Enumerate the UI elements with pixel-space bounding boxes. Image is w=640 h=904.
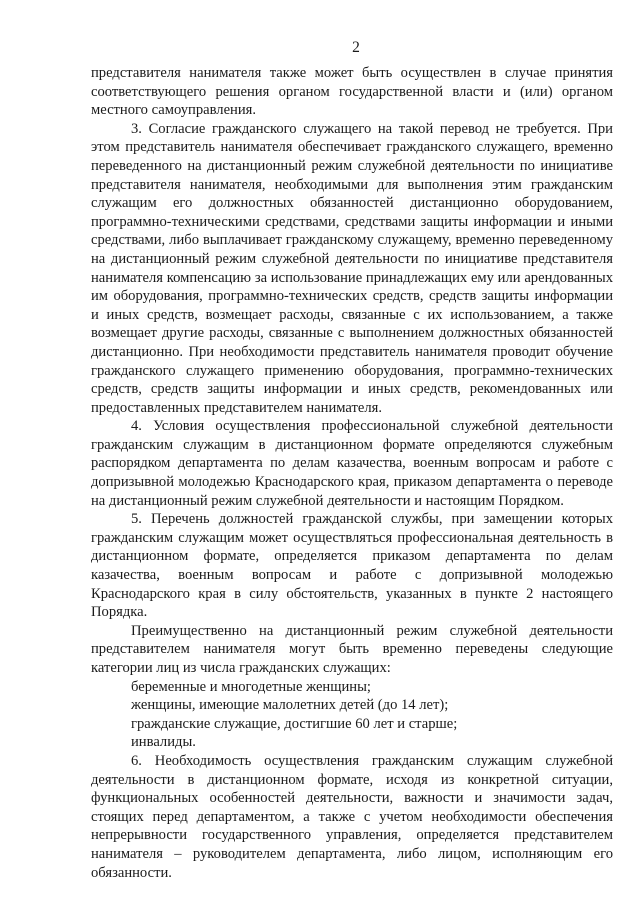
list-item: гражданские служащие, достигшие 60 лет и старше; <box>131 715 458 732</box>
paragraph-3: 3. Согласие гражданского служащего на такой перевод не требуется. При этом представитель нанимателя обеспечивает гражданского служащего, временно переведенного на дистанционный режим служебной деятельности по инициативе представителя нанимателя, необходимыми для выполнения этим гражданским служащим его должностных обязанностей дистанционно оборудованием, программно-техническими средствами, средствами защиты информации и иными средствами, либо выплачивает гражданскому служащему, временно переведенному на дистанционный режим служебной деятельности по инициативе представителя нанимателя компенсацию за использование принадлежащих ему или арендованных им оборудования, программно-технических средств, средств защиты информации и иных средств, возмещает расходы, связанные с их использованием, а также возмещает другие расходы, связанные с выполнением должностных обязанностей дистанционно. При необходимости представитель нанимателя проводит обучение гражданского служащего применению оборудования, программно-технических средств, средств защиты информации и иных средств, рекомендованных или предоставленных представителем нанимателя. <box>91 120 613 416</box>
paragraph-categories-intro: Преимущественно на дистанционный режим служебной деятельности представителем нанимателя могут быть временно переведены следующие категории лиц из числа гражданских служащих: <box>91 622 613 676</box>
paragraph-4: 4. Условия осуществления профессиональной служебной деятельности гражданским служащим в дистанционном формате определяются служебным распорядком департамента по делам казачества, военным вопросам и работе с допризывной молодежью Краснодарского края, приказом департамента о переводе на дистанционный режим служебной деятельности и настоящим Порядком. <box>91 418 613 509</box>
list-item: женщины, имеющие малолетних детей (до 14 лет); <box>131 697 449 714</box>
document-page <box>91 38 613 882</box>
paragraph-6: 6. Необходимость осуществления гражданским служащим служебной деятельности в дистанционном формате, исходя из конкретной ситуации, функциональных особенностей деятельности, важности и значимости задач, стоящих перед департаментом, а также с учетом необходимости обеспечения непрерывности государственного управления, определяется представителем нанимателя – руководителем департамента, либо лицом, исполняющим его обязанности. <box>91 752 613 881</box>
paragraph-5: 5. Перечень должностей гражданской службы, при замещении которых гражданским служащим может осуществляться профессиональная деятельность в дистанционном формате, определяется приказом департамента по делам казачества, военным вопросам и работе с допризывной молодежью Краснодарского края в силу обстоятельств, указанных в пункте 2 настоящего Порядка. <box>91 511 613 621</box>
list-item: беременные и многодетные женщины; <box>131 678 371 695</box>
page-number: 2 <box>352 39 360 56</box>
list-item: инвалиды. <box>131 734 196 751</box>
paragraph-continuation: представителя нанимателя также может быть осуществлен в случае принятия соответствующего решения органом государственной власти и (или) органом местного самоуправления. <box>91 65 613 119</box>
